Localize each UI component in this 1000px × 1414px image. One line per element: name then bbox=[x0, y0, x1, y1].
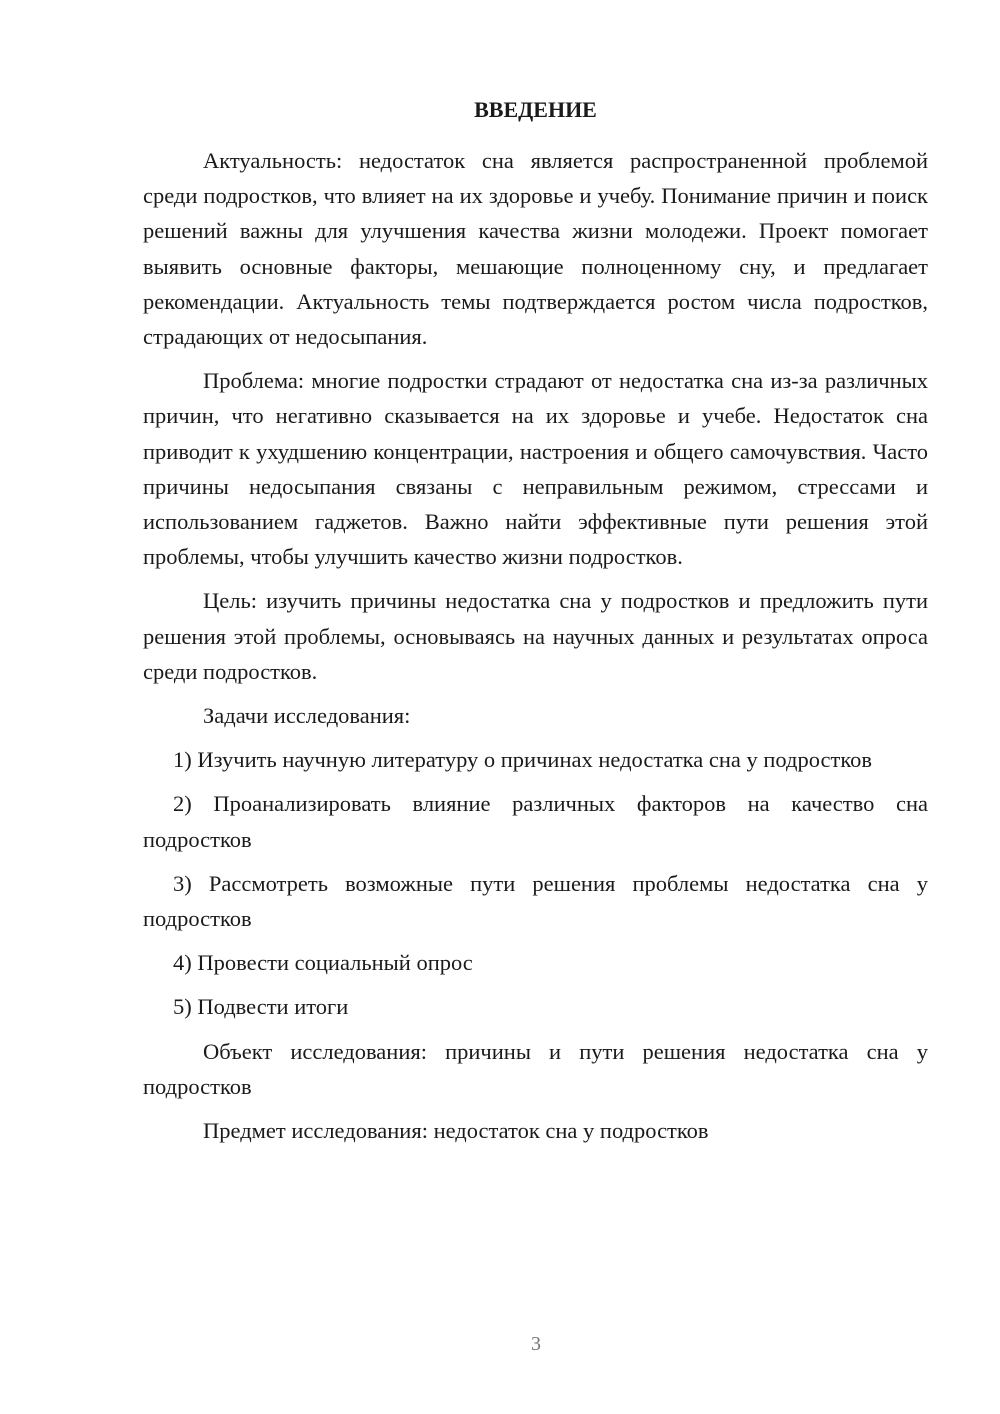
task-item-5: 5) Подвести итоги bbox=[173, 994, 349, 1020]
task-item-3: 3) Рассмотреть возможные пути решения проблемы недостатка сна у подростков bbox=[143, 870, 928, 932]
task-item-2: 2) Проанализировать влияние различных факторов на качество сна подростков bbox=[143, 791, 928, 852]
task-item-1: 1) Изучить научную литературу о причинах недостатка сна у подростков bbox=[173, 747, 873, 773]
object-paragraph: Объект исследования: причины и пути решения недостатка сна у подростков bbox=[143, 1038, 928, 1099]
task-item-4: 4) Провести социальный опрос bbox=[173, 950, 473, 976]
page-content bbox=[143, 92, 928, 1157]
goal-paragraph: Цель: изучить причины недостатка сна у подростков и предложить пути решения этой проблемы, основываясь на научных данных и результатах опроса среди подростков. bbox=[143, 588, 928, 684]
tasks-heading: Задачи исследования: bbox=[203, 703, 411, 729]
subject-paragraph: Предмет исследования: недостаток сна у подростков bbox=[203, 1118, 709, 1144]
relevance-paragraph: Актуальность: недостаток сна является распространенной проблемой среди подростков, что влияет на их здоровье и учебу. Понимание причин и поиск решений важны для улучшения качества жизни молодежи. Проект помогает выявить основные факторы, мешающие полноценному сну, и предлагает рекомендации. Актуальность темы подтверждается ростом числа подростков, страдающих от недосыпания. bbox=[143, 148, 928, 350]
page-title: ВВЕДЕНИЕ bbox=[474, 97, 597, 122]
page-number: 3 bbox=[531, 1333, 541, 1355]
problem-paragraph: Проблема: многие подростки страдают от недостатка сна из-за различных причин, что негативно сказывается на их здоровье и учебе. Недостаток сна приводит к ухудшению концентрации, настроения и общего самочувствия. Часто причины недосыпания связаны с неправильным режимом, стрессами и использованием гаджетов. Важно найти эффективные пути решения этой проблемы, чтобы улучшить качество жизни подростков. bbox=[143, 368, 928, 570]
